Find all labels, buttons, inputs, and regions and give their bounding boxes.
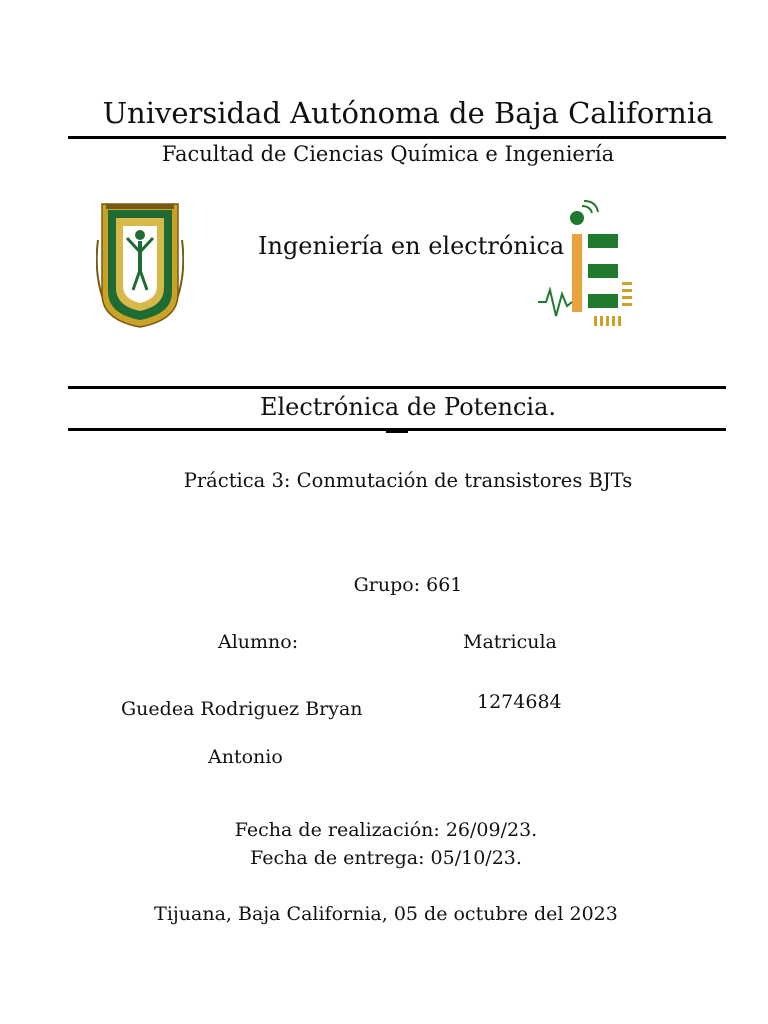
student-name-line1: Guedea Rodriguez Bryan [121, 698, 363, 720]
program-name: Ingeniería en electrónica [258, 232, 565, 260]
student-name-line2: Antonio [208, 746, 283, 768]
student-id: 1274684 [477, 691, 562, 713]
date-realization: Fecha de realización: 26/09/23. [234, 819, 538, 841]
student-label: Alumno: [218, 631, 299, 653]
ie-logo-icon [536, 198, 636, 330]
rule-tick [386, 431, 408, 433]
faculty-name: Facultad de Ciencias Química e Ingeniería [161, 142, 615, 166]
course-name: Electrónica de Potencia. [259, 393, 557, 421]
practice-title: Práctica 3: Conmutación de transistores BJTs [183, 469, 633, 492]
header-rule [68, 136, 726, 139]
group-text: Grupo: 661 [353, 574, 463, 596]
location-date: Tijuana, Baja California, 05 de octubre del 2023 [154, 903, 618, 925]
university-title: Universidad Autónoma de Baja California [102, 96, 714, 130]
student-id-label: Matricula [463, 631, 557, 653]
date-delivery: Fecha de entrega: 05/10/23. [250, 847, 522, 869]
uabc-seal-icon [96, 200, 184, 330]
course-rule-top [68, 386, 726, 389]
